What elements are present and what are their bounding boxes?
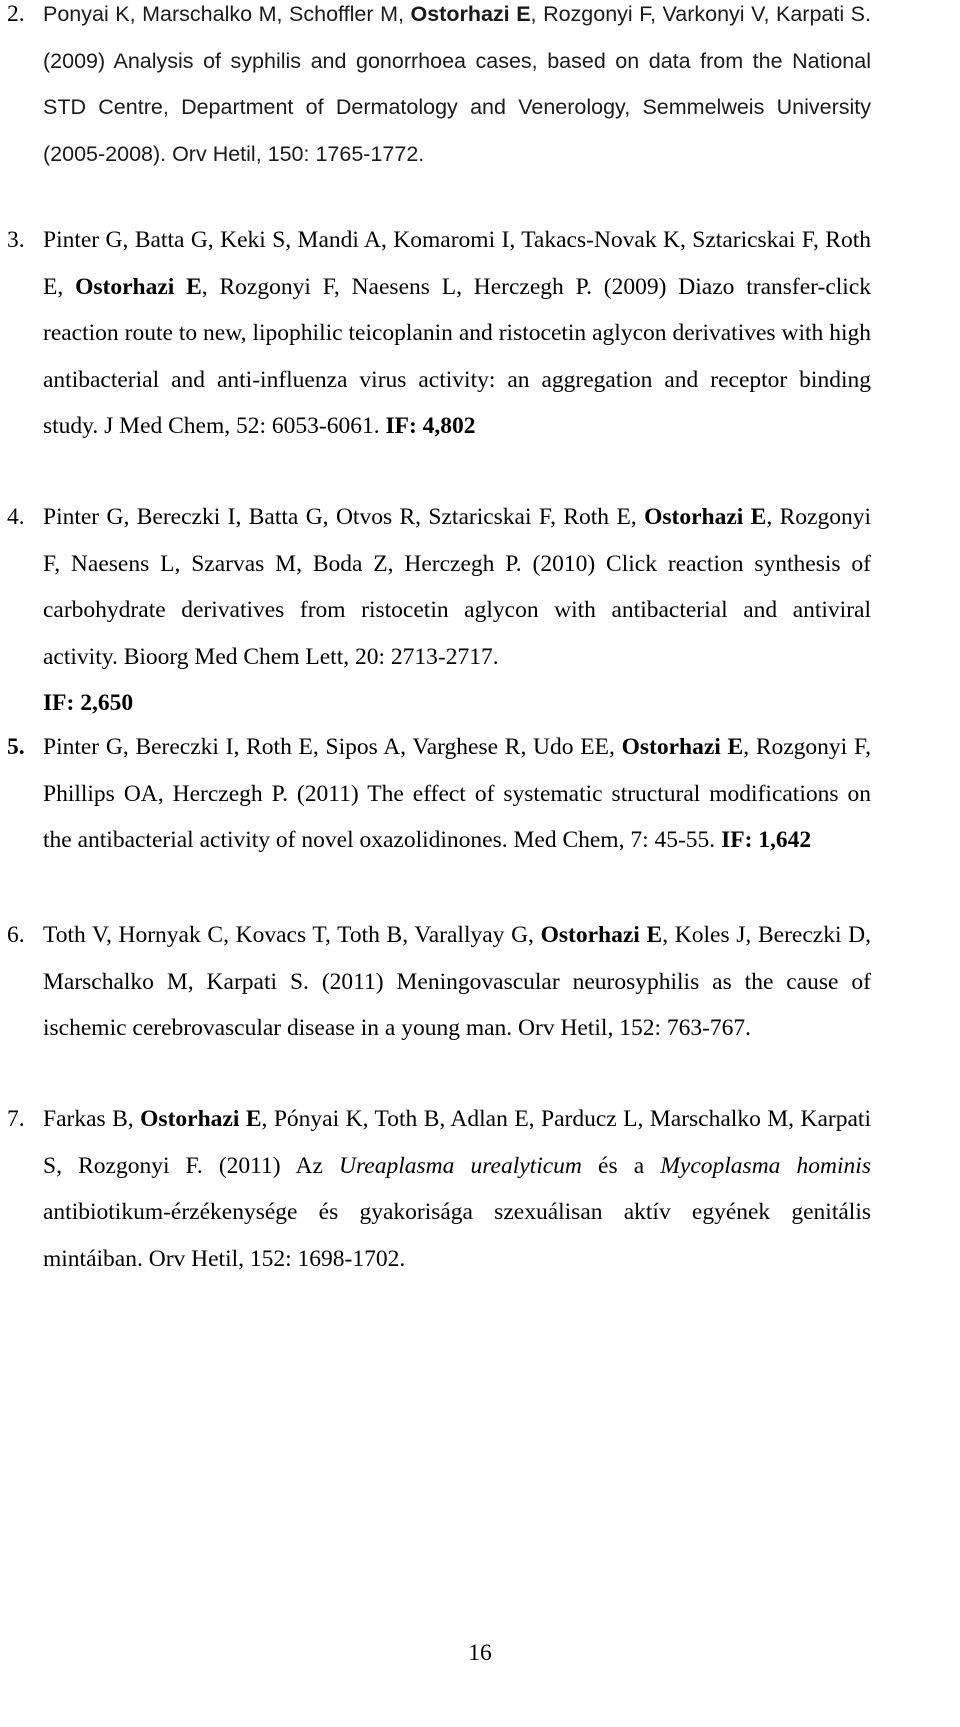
reference-segment: Pinter G, Bereczki I, Roth E, Sipos A, Varghese R, Udo EE,: [43, 734, 622, 760]
reference-segment: , Rozgonyi F, Varkonyi V, Karpati S. (2009) Analysis of syphilis and gonorrhoea cases, based on data from the National STD Centre, Department of Dermatology and Venerology, Semmelweis University (2005-2008). Orv Hetil, 150: 1765-1772.: [43, 2, 871, 166]
reference-text: [43, 1096, 871, 1282]
reference-segment: , Rozgonyi F, Phillips OA, Herczegh P. (2011) The effect of systematic structural modifications on the antibacterial activity of novel oxazolidinones. Med Chem, 7: 45-55.: [43, 734, 872, 853]
reference-segment: és a: [581, 1152, 661, 1179]
highlighted-author: Ostorhazi E: [644, 504, 767, 530]
highlighted-author: Ostorhazi E: [75, 273, 202, 300]
reference-segment: Pinter G, Batta G, Keki S, Mandi A, Komaromi I, Takacs-Novak K, Sztaricskai F, Roth E,: [43, 227, 871, 300]
reference-number: 2.: [7, 1, 25, 27]
reference-text: [43, 912, 871, 1052]
reference-segment: Pinter G, Bereczki I, Batta G, Otvos R, Sztaricskai F, Roth E,: [43, 504, 645, 530]
reference-segment: , Rozgonyi F, Naesens L, Herczegh P. (2009) Diazo transfer-click reaction route to new, lipophilic teicoplanin and ristocetin aglycon derivatives with high antibacterial and anti-influenza virus activity: an aggregation and receptor binding study. J Med Chem, 52: 6053-6061.: [43, 273, 871, 439]
reference-segment: Ponyai K, Marschalko M, Schoffler M,: [43, 2, 411, 26]
impact-factor: IF: 4,802: [385, 413, 476, 439]
page-number: 16: [468, 1640, 492, 1666]
reference-number: 4.: [7, 504, 25, 530]
highlighted-author: Ostorhazi E: [540, 922, 663, 948]
reference-text: [43, 0, 871, 177]
highlighted-author: Ostorhazi E: [410, 2, 531, 26]
reference-segment: Toth V, Hornyak C, Kovacs T, Toth B, Varallyay G,: [43, 922, 541, 948]
reference-text: [43, 494, 871, 727]
reference-segment: Farkas B,: [43, 1106, 141, 1132]
highlighted-author: Ostorhazi E: [140, 1106, 262, 1132]
reference-number: 6.: [7, 922, 25, 948]
reference-segment: antibiotikum-érzékenysége és gyakorisága szexuálisan aktív egyének genitális mintáiban. Orv Hetil, 152: 1698-1702.: [43, 1199, 871, 1272]
reference-segment: , Pónyai K, Toth B, Adlan E, Parducz L, Marschalko M, Karpati S, Rozgonyi F. (2011) Az: [43, 1106, 871, 1179]
reference-text: [43, 217, 871, 450]
reference-number: 5.: [7, 734, 25, 760]
reference-segment: , Koles J, Bereczki D, Marschalko M, Karpati S. (2011) Meningovascular neurosyphilis as the cause of ischemic cerebrovascular disease in a young man. Orv Hetil, 152: 763-767.: [43, 922, 872, 1041]
species-name: Ureaplasma urealyticum: [339, 1152, 582, 1179]
reference-number: 7.: [7, 1106, 25, 1132]
highlighted-author: Ostorhazi E: [621, 734, 744, 760]
reference-segment: , Rozgonyi F, Naesens L, Szarvas M, Boda Z, Herczegh P. (2010) Click reaction synthesis of carbohydrate derivatives from ristocetin aglycon with antibacterial and antiviral activity. Bioorg Med Chem Lett, 20: 2713-2717.: [43, 504, 871, 670]
reference-text: [43, 724, 871, 864]
impact-factor: IF: 2,650: [43, 690, 134, 716]
reference-number: 3.: [7, 227, 25, 253]
species-name: Mycoplasma hominis: [660, 1152, 871, 1179]
impact-factor: IF: 1,642: [721, 827, 812, 853]
